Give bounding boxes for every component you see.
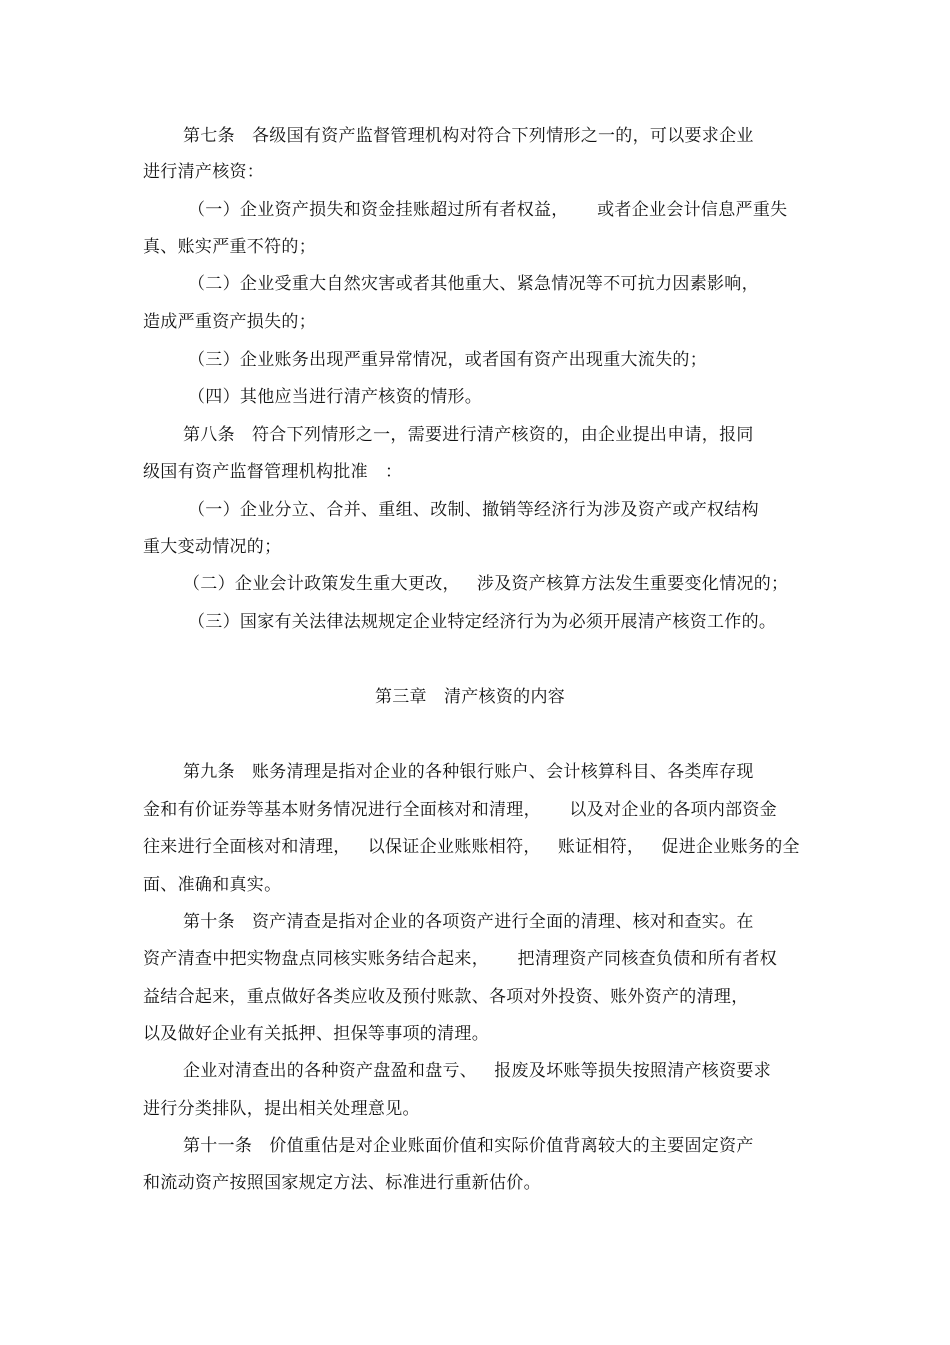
article-8-item-1-line-1: （一）企业分立、合并、重组、改制、撤销等经济行为涉及资产或产权结构: [188, 500, 759, 520]
article-10-line-2: 资产清查中把实物盘点同核实账务结合起来， 把清理资产同核查负债和所有者权: [143, 949, 778, 969]
article-8-line-1: 第八条 符合下列情形之一，需要进行清产核资的，由企业提出申请，报同: [183, 425, 754, 445]
article-8-item-2: （二）企业会计政策发生重大更改， 涉及资产核算方法发生重要变化情况的；: [183, 574, 789, 594]
article-7-line-1: 第七条 各级国有资产监督管理机构对符合下列情形之一的，可以要求企业: [183, 126, 754, 146]
article-7-line-2: 进行清产核资：: [143, 162, 265, 182]
article-7-item-4: （四）其他应当进行清产核资的情形。: [188, 387, 483, 407]
article-9-line-1: 第九条 账务清理是指对企业的各种银行账户、会计核算科目、各类库存现: [183, 762, 754, 782]
article-7-item-1-line-2: 真、账实严重不符的；: [143, 237, 316, 257]
article-9-line-4: 面、准确和真实。: [143, 875, 282, 895]
article-9-line-3: 往来进行全面核对和清理， 以保证企业账账相符， 账证相符， 促进企业账务的全: [143, 837, 800, 857]
article-8-line-2: 级国有资产监督管理机构批准 ：: [143, 462, 403, 482]
article-10-line-4: 以及做好企业有关抵押、担保等事项的清理。: [143, 1024, 489, 1044]
inventory-para-line-2: 进行分类排队，提出相关处理意见。: [143, 1099, 420, 1119]
inventory-para-line-1: 企业对清查出的各种资产盘盈和盘亏、 报废及坏账等损失按照清产核资要求: [183, 1061, 772, 1081]
article-7-item-2-line-2: 造成严重资产损失的；: [143, 312, 316, 332]
chapter-3-title: 第三章 清产核资的内容: [374, 687, 566, 707]
article-9-line-2: 金和有价证券等基本财务情况进行全面核对和清理， 以及对企业的各项内部资金: [143, 800, 778, 820]
article-8-item-3: （三）国家有关法律法规规定企业特定经济行为为必须开展清产核资工作的。: [188, 612, 777, 632]
article-7-item-1-line-1: （一）企业资产损失和资金挂账超过所有者权益， 或者企业会计信息严重失: [188, 200, 788, 220]
article-8-item-1-line-2: 重大变动情况的；: [143, 537, 282, 557]
article-10-line-1: 第十条 资产清查是指对企业的各项资产进行全面的清理、核对和查实。在: [183, 912, 754, 932]
article-11-line-2: 和流动资产按照国家规定方法、标准进行重新估价。: [143, 1173, 541, 1193]
article-11-line-1: 第十一条 价值重估是对企业账面价值和实际价值背离较大的主要固定资产: [183, 1136, 754, 1156]
article-10-line-3: 益结合起来，重点做好各类应收及预付账款、各项对外投资、账外资产的清理，: [143, 987, 749, 1007]
article-7-item-2-line-1: （二）企业受重大自然灾害或者其他重大、紧急情况等不可抗力因素影响，: [188, 274, 759, 294]
article-7-item-3: （三）企业账务出现严重异常情况，或者国有资产出现重大流失的；: [188, 350, 707, 370]
